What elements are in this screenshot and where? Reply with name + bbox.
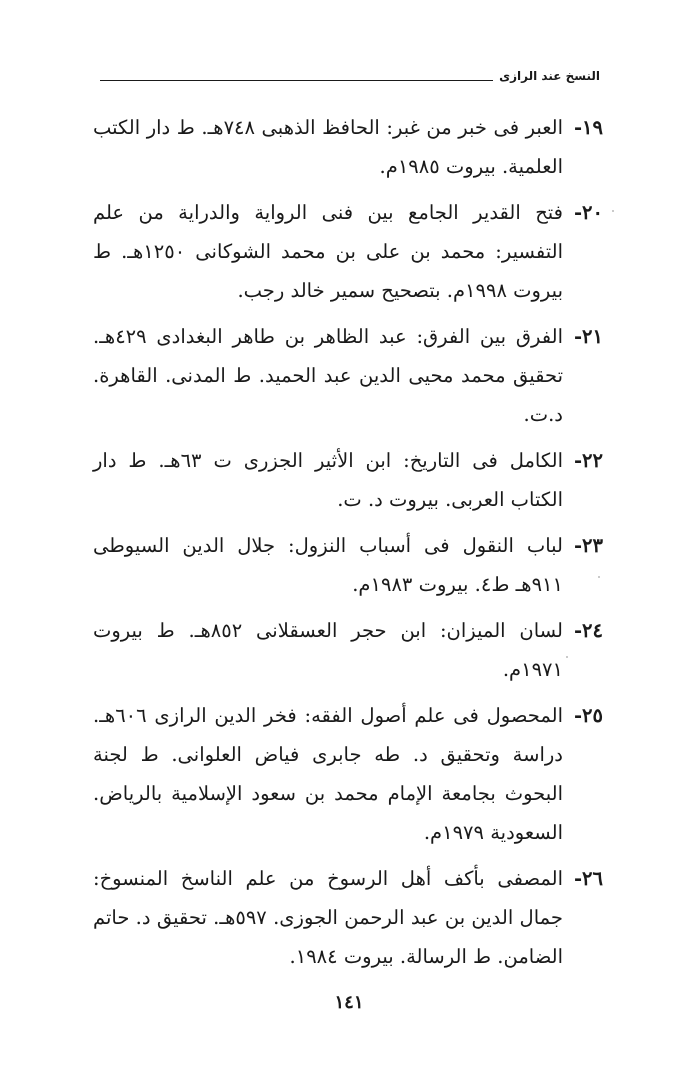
entry-text: المحصول فى علم أصول الفقه: فخر الدين الرازى ٦٠٦هـ. دراسة وتحقيق د. طه جابرى فياض العلوانى. ط لجنة البحوث بجامعة الإمام محمد بن سعود الإسلامية بالرياض. السعودية ١٩٧٩م. bbox=[93, 704, 563, 844]
entry-text: لباب النقول فى أسباب النزول: جلال الدين السيوطى ٩١١هـ ط٤. بيروت ١٩٨٣م. bbox=[93, 534, 563, 596]
bibliography-entry bbox=[93, 859, 603, 976]
paper-speck bbox=[566, 656, 568, 658]
entry-number: ٢٣- bbox=[573, 534, 603, 557]
entry-text: فتح القدير الجامع بين فنى الرواية والدراية من علم التفسير: محمد بن على بن محمد الشوكانى ١٢٥٠هـ. ط بيروت ١٩٩٨م. بتصحيح سمير خالد رجب. bbox=[93, 201, 564, 302]
paper-speck bbox=[612, 210, 614, 212]
paper-speck bbox=[598, 576, 600, 578]
bibliography-entry bbox=[93, 526, 603, 604]
entry-number: ٢٥- bbox=[573, 704, 603, 727]
running-header bbox=[100, 66, 600, 86]
entry-text: الكامل فى التاريخ: ابن الأثير الجزرى ت ٦٣هـ. ط دار الكتاب العربى. بيروت د. ت. bbox=[93, 449, 563, 511]
entry-number: ٢٦- bbox=[573, 867, 603, 890]
entry-text: لسان الميزان: ابن حجر العسقلانى ٨٥٢هـ. ط بيروت ١٩٧١م. bbox=[93, 619, 563, 681]
bibliography-entry bbox=[93, 108, 603, 186]
bibliography-entry bbox=[93, 611, 603, 689]
bibliography-entry bbox=[93, 696, 603, 852]
header-rule bbox=[100, 80, 493, 81]
entry-number: ٢٢- bbox=[573, 449, 603, 472]
entry-text: العبر فى خبر من غبر: الحافظ الذهبى ٧٤٨هـ. ط دار الكتب العلمية. بيروت ١٩٨٥م. bbox=[93, 116, 563, 178]
entry-number: ١٩- bbox=[573, 116, 603, 139]
entry-text: الفرق بين الفرق: عبد الظاهر بن طاهر البغدادى ٤٢٩هـ. تحقيق محمد محيى الدين عبد الحميد. ط المدنى. القاهرة. د.ت. bbox=[93, 325, 563, 426]
running-title: النسخ عند الرازى bbox=[499, 69, 600, 83]
bibliography-entry bbox=[93, 441, 603, 519]
entry-number: ٢٤- bbox=[573, 619, 603, 642]
entry-number: ٢٠- bbox=[573, 201, 603, 224]
entry-number: ٢١- bbox=[573, 325, 603, 348]
bibliography-entry bbox=[93, 317, 603, 434]
bibliography-list bbox=[93, 108, 603, 983]
entry-text: المصفى بأكف أهل الرسوخ من علم الناسخ المنسوخ: جمال الدين بن عبد الرحمن الجوزى. ٥٩٧هـ. تحقيق د. حاتم الضامن. ط الرسالة. بيروت ١٩٨٤. bbox=[93, 867, 563, 968]
bibliography-entry bbox=[93, 193, 603, 310]
page-number: ١٤١ bbox=[334, 992, 364, 1013]
